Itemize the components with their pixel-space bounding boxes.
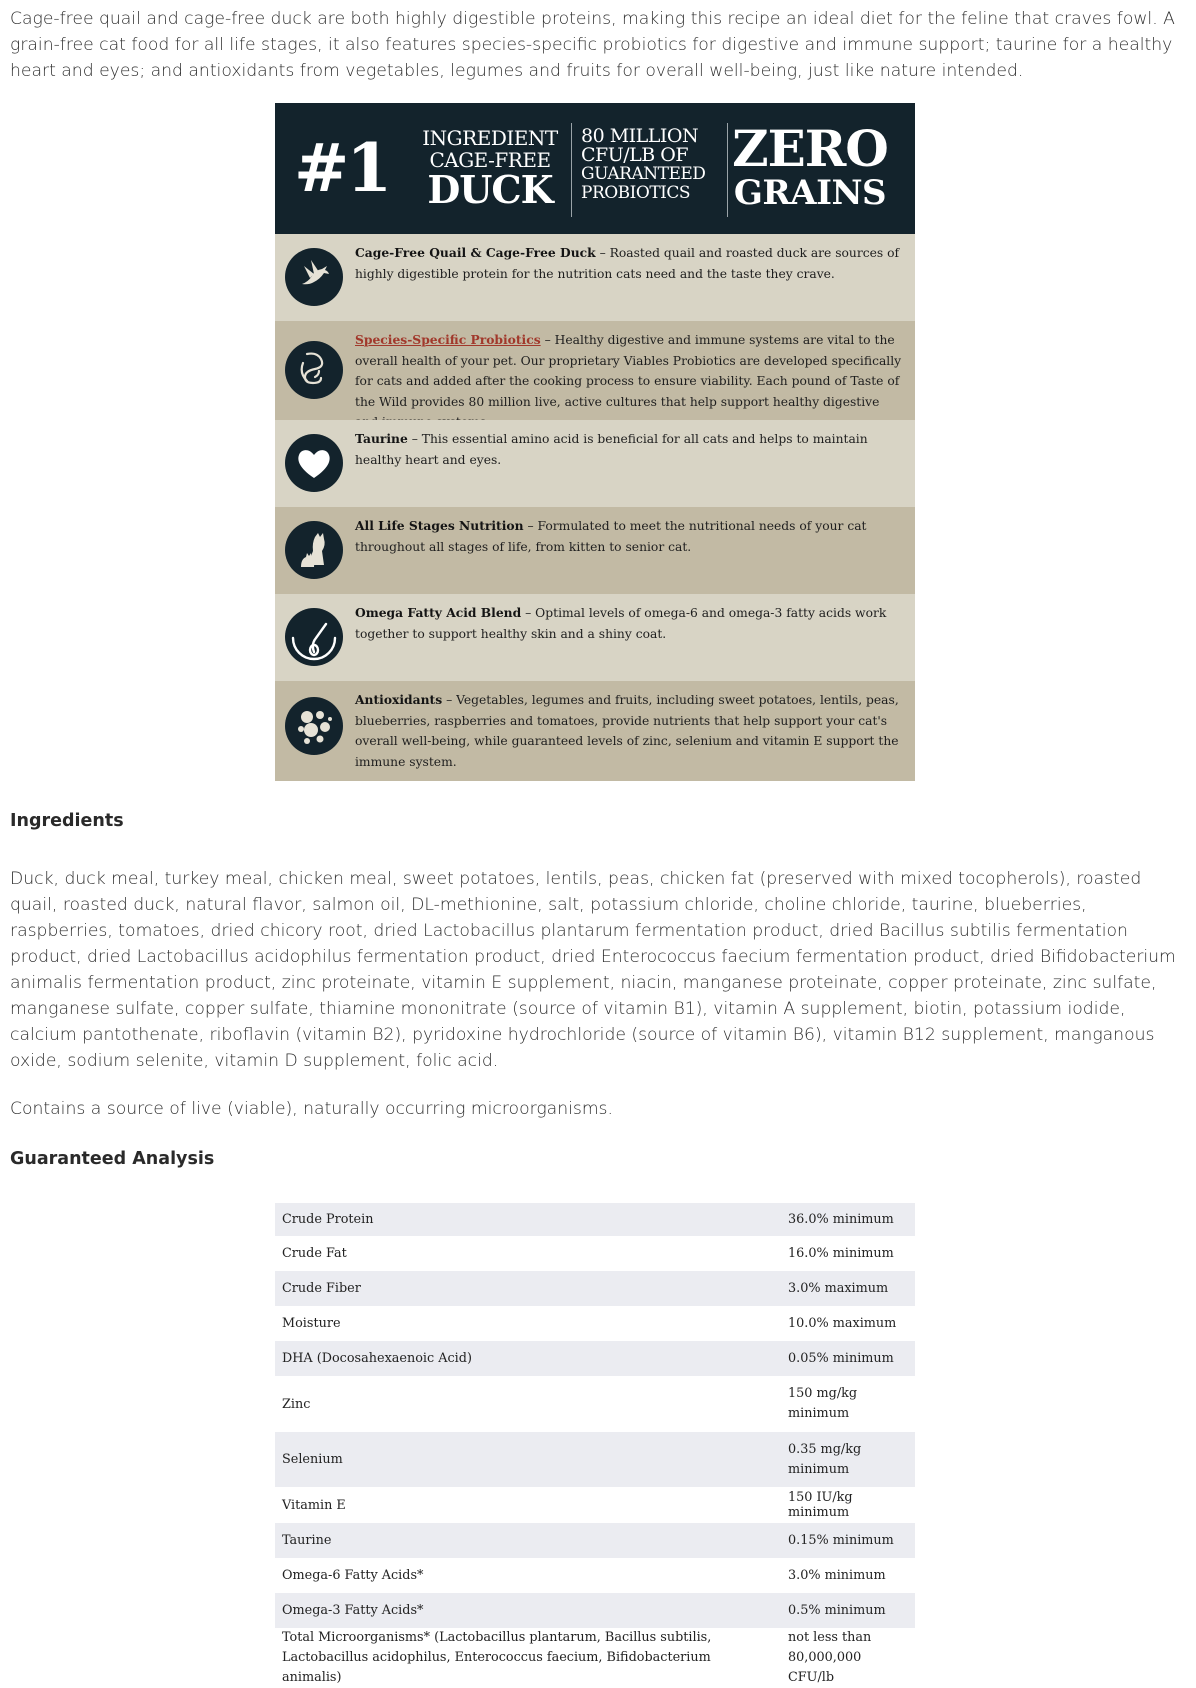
nutrient-name: Crude Protein (282, 1212, 374, 1227)
table-row (275, 1432, 915, 1487)
feature-row (275, 420, 915, 507)
heart-icon (285, 434, 343, 492)
feature-text (355, 243, 905, 284)
banner-ingredient-line2: CAGE-FREE (429, 148, 551, 172)
table-row (275, 1341, 915, 1376)
product-description: Cage-free quail and cage-free duck are both highly digestible proteins, making this recipe an ideal diet for the feline that craves fowl. A grain-free cat food for all life stages, it also features species-specific probiotics for digestive and immune support; taurine for a healthy heart and eyes; and antioxidants from vegetables, legumes and fruits for overall well-being, just like nature intended. (10, 9, 1175, 81)
guaranteed-analysis-table (275, 1203, 915, 1688)
cat-kitten-icon (285, 521, 343, 579)
nutrient-name: Selenium (282, 1452, 343, 1467)
banner-number: #1 (294, 129, 390, 207)
banner-probiotics-line3: GUARANTEED (581, 164, 706, 184)
feature-title: All Life Stages Nutrition (355, 518, 524, 533)
feature-title: Cage-Free Quail & Cage-Free Duck (355, 245, 596, 260)
banner-ingredient-line1: INGREDIENT (422, 126, 558, 150)
feature-description: – Formulated to meet the nutritional needs of your cat throughout all stages of life, from kitten to senior cat. (355, 519, 867, 554)
duck-icon (285, 248, 343, 306)
probiotics-link[interactable]: Species-Specific Probiotics (355, 332, 541, 347)
table-row (275, 1487, 915, 1523)
banner-zero-line2: GRAINS (733, 173, 887, 213)
nutrient-value: 0.35 mg/kg minimum (788, 1441, 862, 1477)
feature-title: Taurine (355, 431, 408, 446)
ingredients-heading: Ingredients (10, 811, 124, 831)
feature-text (355, 429, 905, 470)
nutrient-value: 0.15% minimum (788, 1533, 894, 1548)
nutrient-name: Omega-6 Fatty Acids* (282, 1568, 424, 1583)
feature-row (275, 507, 915, 594)
feature-description: – Roasted quail and roasted duck are sources of highly digestible protein for the nutrition cats need and the taste they crave. (355, 246, 900, 281)
table-row (275, 1593, 915, 1628)
table-row (275, 1271, 915, 1306)
feature-text (355, 603, 905, 644)
feature-row (275, 594, 915, 681)
table-row (275, 1203, 915, 1236)
nutrient-value: 3.0% maximum (788, 1281, 889, 1296)
table-row (275, 1558, 915, 1593)
table-row (275, 1306, 915, 1341)
feature-description: – This essential amino acid is beneficial for all cats and helps to maintain healthy heart and eyes. (355, 432, 868, 467)
antioxidant-cells-icon (285, 697, 343, 755)
feature-title: Antioxidants (355, 692, 443, 707)
nutrient-value: 0.05% minimum (788, 1351, 894, 1366)
nutrient-name: Crude Fiber (282, 1281, 361, 1296)
banner-probiotics-line2: CFU/LB OF (581, 144, 689, 166)
banner-probiotics-line4: PROBIOTICS (581, 183, 691, 203)
nutrient-name: Moisture (282, 1316, 341, 1331)
nutrient-value: 10.0% maximum (788, 1316, 897, 1331)
nutrient-value: 150 mg/kg minimum (788, 1386, 858, 1421)
banner-divider (571, 123, 572, 217)
nutrient-value: 0.5% minimum (788, 1603, 886, 1618)
feature-text (355, 516, 905, 557)
nutrient-value: 3.0% minimum (788, 1568, 886, 1583)
nutrient-name: Omega-3 Fatty Acids* (282, 1603, 424, 1618)
banner-zero-line1: ZERO (732, 119, 888, 178)
banner-ingredient (415, 126, 565, 212)
nutrient-value: 36.0% minimum (788, 1212, 894, 1227)
banner-probiotics (581, 127, 705, 203)
table-row (275, 1376, 915, 1432)
table-row (275, 1628, 915, 1688)
nutrient-name: Total Microorganisms* (Lactobacillus plantarum, Bacillus subtilis, Lactobacillus acidophilus, Enterococcus faecium, Bifidobacterium animalis) (282, 1630, 712, 1685)
feature-row (275, 321, 915, 420)
banner-ingredient-line3: DUCK (427, 167, 553, 212)
feature-row (275, 234, 915, 321)
banner-zero-grains (720, 119, 900, 213)
feature-description: – Healthy digestive and immune systems are vital to the overall health of your pet. Our proprietary Viables Probiotics are developed specifically for cats and added after the cooking process to ensure viability. Each pound of Taste of the Wild provides 80 million live, active cultures that help support healthy digestive (355, 333, 902, 409)
nutrient-name: Vitamin E (282, 1497, 346, 1513)
feature-text (355, 690, 905, 772)
infographic-banner (275, 103, 915, 234)
feature-title: Omega Fatty Acid Blend (355, 605, 522, 620)
nutrient-name: Taurine (282, 1533, 332, 1548)
nutrient-value: 150 IU/kg minimum (788, 1490, 853, 1520)
feature-row (275, 681, 915, 781)
table-row (275, 1236, 915, 1271)
hair-follicle-icon (285, 608, 343, 666)
table-row (275, 1523, 915, 1558)
guaranteed-analysis-heading: Guaranteed Analysis (10, 1149, 215, 1169)
features-infographic (275, 103, 915, 781)
feature-description: – Vegetables, legumes and fruits, including sweet potatoes, lentils, peas, blueberries, raspberries and tomatoes, provide nutrients that help support your cat's overall well-being, while guaranteed levels of zinc, selenium and vitamin E support the immune system. (355, 693, 899, 769)
nutrient-name: DHA (Docosahexaenoic Acid) (282, 1351, 472, 1366)
microorganisms-note: Contains a source of live (viable), naturally occurring microorganisms. (10, 1099, 613, 1119)
ingredients-list: Duck, duck meal, turkey meal, chicken meal, sweet potatoes, lentils, peas, chicken fat (preserved with mixed tocopherols), roasted quail, roasted duck, natural flavor, salmon oil, DL-methionine, salt, potassium chloride, choline chloride, taurine, blueberries, raspberries, tomatoes, dried chicory root, dried Lactobacillus plantarum fermentation product, dried Bacillus subtilis fermentation product, dried Lactobacillus acidophilus fermentation product, dried Enterococcus faecium fermentation product, dried Bifidobacterium animalis fermentation product, zinc proteinate, vitamin E supplement, niacin, manganese proteinate, copper proteinate, zinc sulfate, manganese sulfate, copper sulfate, thiamine mononitrate (source of vitamin B1), vitamin A supplement, biotin, potassium iodide, calcium pantothenate, riboflavin (vitamin B2), pyridoxine hydrochloride (source of vitamin B6), vitamin B12 supplement, manganous oxide, sodium selenite, vitamin D supplement, folic acid. (10, 869, 1176, 1071)
feature-text (355, 330, 905, 433)
digestive-icon (285, 341, 343, 399)
banner-probiotics-line1: 80 MILLION (581, 125, 699, 147)
nutrient-value: not less than 80,000,000 CFU/lb (788, 1630, 872, 1685)
nutrient-value: 16.0% minimum (788, 1246, 894, 1261)
nutrient-name: Crude Fat (282, 1246, 347, 1261)
nutrient-name: Zinc (282, 1396, 311, 1412)
feature-description: – Optimal levels of omega-6 and omega-3 fatty acids work together to support healthy skin and a shiny coat. (355, 606, 887, 641)
